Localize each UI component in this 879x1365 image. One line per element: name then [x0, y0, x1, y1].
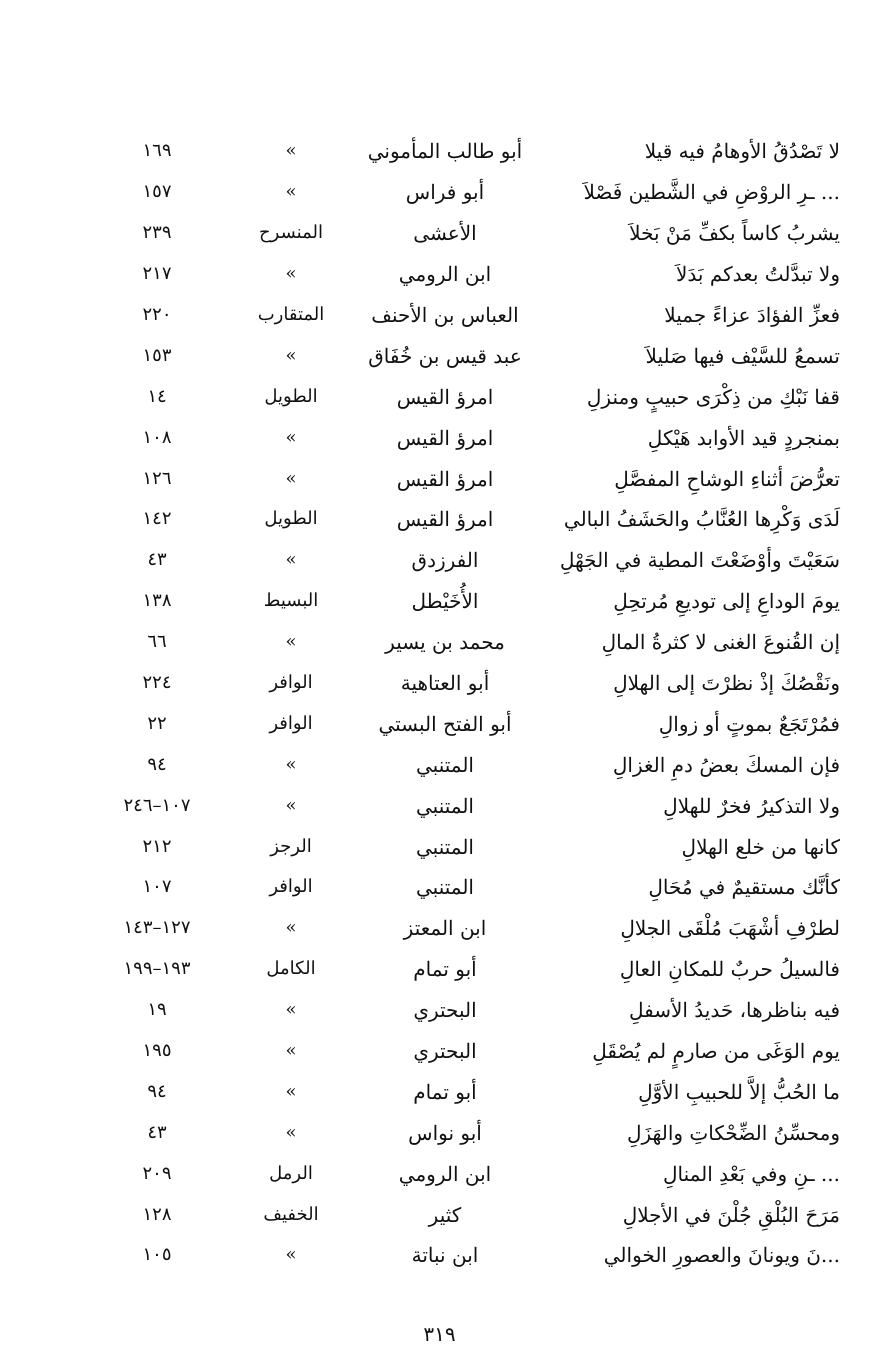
- verse-text: مَرَحَ البُلْقِ جُلْنَ في الأجلالِ: [622, 1202, 840, 1227]
- poet-name: عبد قيس بن خُفَاق: [368, 343, 522, 368]
- page-reference: ٤٣: [147, 1121, 167, 1143]
- page-reference: ٦٦: [147, 631, 167, 653]
- verse-index-row: [40, 867, 840, 908]
- verse-index-row: [40, 376, 840, 417]
- page-reference: ١٢٧–١٤٣: [123, 917, 191, 939]
- poetic-meter: »: [285, 1121, 297, 1143]
- poet-name: المتنبي: [416, 752, 474, 777]
- verse-text: كأنَّك مستقيمٌ في مُحَالِ: [648, 875, 840, 900]
- verse-text: تعرُّضَ أثناءِ الوشاحِ المفصَّلِ: [614, 466, 840, 491]
- poet-name: العباس بن الأحنف: [371, 303, 519, 327]
- poet-name: المتنبي: [416, 834, 474, 859]
- page-reference: ١٠٧: [142, 876, 172, 898]
- verse-index-row: [40, 1071, 840, 1112]
- poetic-meter: »: [285, 794, 297, 816]
- poetic-meter: »: [285, 631, 297, 653]
- poetic-meter: الوافر: [269, 876, 313, 898]
- verse-text: ونَقْصُكَ إذْ نظرْتَ إلى الهلالِ: [613, 671, 840, 696]
- poetic-meter: »: [285, 549, 297, 571]
- poetic-meter: المتقارب: [257, 304, 325, 325]
- verse-index-row: [40, 949, 840, 990]
- verse-text: ... ـنِ وفي بَعْدِ المنالِ: [662, 1161, 840, 1186]
- poet-name: محمد بن يسير: [385, 630, 505, 655]
- verse-text: فعزِّ الفؤادَ عزاءً جميلا: [664, 303, 840, 327]
- poet-name: امرؤ القيس: [396, 425, 494, 450]
- poet-name: البحتري: [413, 1039, 477, 1064]
- poetic-meter: »: [285, 917, 297, 939]
- poetic-meter: الطويل: [264, 508, 318, 530]
- verse-text: كانها من خلع الهلالِ: [681, 834, 840, 859]
- page-reference: ٢٢٠: [142, 304, 172, 325]
- page-reference: ١٩٣–١٩٩: [123, 958, 191, 980]
- verse-index-row: [40, 295, 840, 336]
- verse-text: تسمعُ للسَّيْف فيها صَليلاَ: [645, 343, 840, 368]
- page-reference: ٢٢: [147, 712, 167, 734]
- verse-text: ولا التذكيرُ فخرٌ للهلالِ: [663, 793, 840, 818]
- verse-index-row: [40, 540, 840, 581]
- page-reference: ٤٣: [147, 549, 167, 571]
- poetic-meter: »: [285, 1040, 297, 1062]
- poetic-meter: »: [285, 263, 297, 285]
- page-reference: ١٥٧: [142, 181, 172, 203]
- page-reference: ١٤٢: [142, 508, 172, 530]
- page-reference: ١٠٥: [142, 1244, 172, 1266]
- verse-text: فإن المسكَ بعضُ دمِ الغزالِ: [612, 752, 840, 777]
- verse-index-row: [40, 1153, 840, 1194]
- poetic-meter: الرجز: [270, 835, 312, 857]
- verse-index-row: [40, 581, 840, 622]
- verse-text: ... ـرِ الروْضِ في الشَّطين فَصْلاَ: [583, 180, 840, 205]
- poetic-meter: الرمل: [269, 1162, 313, 1184]
- poet-name: ابن نباتة: [411, 1243, 479, 1268]
- verse-index-row: [40, 663, 840, 704]
- verse-index-row: [40, 172, 840, 213]
- verse-index-table: [40, 131, 840, 1276]
- poetic-meter: الطويل: [264, 385, 318, 407]
- page-reference: ٢٣٩: [142, 222, 172, 244]
- verse-text: يومَ الوداعِ إلى توديعِ مُرتحِلِ: [613, 589, 840, 614]
- page-reference: ١٠٧–٢٤٦: [123, 794, 191, 816]
- poetic-meter: »: [285, 999, 297, 1021]
- verse-text: بمنجردٍ قيد الأوابد هَيْكلِ: [647, 425, 840, 450]
- page-reference: ١٦٩: [142, 140, 172, 162]
- poet-name: ابن الرومي: [398, 262, 492, 287]
- poetic-meter: البسيط: [263, 590, 319, 612]
- poet-name: ابن الرومي: [398, 1161, 492, 1186]
- poetic-meter: الخفيف: [263, 1203, 319, 1225]
- verse-index-row: [40, 335, 840, 376]
- verse-index-row: [40, 254, 840, 295]
- poet-name: البحتري: [413, 998, 477, 1023]
- page-reference: ٩٤: [147, 1080, 167, 1102]
- page-reference: ١٤: [147, 385, 167, 407]
- poetic-meter: »: [285, 181, 297, 203]
- verse-text: ...نَ ويونانَ والعصورِ الخوالي: [603, 1243, 840, 1268]
- page-reference: ١٩٥: [142, 1040, 172, 1062]
- verse-index-row: [40, 908, 840, 949]
- poet-name: أبو طالب المأموني: [367, 139, 523, 164]
- poetic-meter: »: [285, 467, 297, 489]
- verse-text: يشربُ كاساً بكفِّ مَنْ بَخلاَ: [629, 221, 840, 246]
- verse-text: يوم الوَغَى من صارمٍ لم يُصْقَلِ: [592, 1039, 840, 1064]
- poetic-meter: »: [285, 140, 297, 162]
- page-reference: ١٩: [147, 999, 167, 1021]
- verse-text: ومحسِّنُ الضِّحْكاتِ والهَزَلِ: [626, 1120, 840, 1145]
- verse-index-row: [40, 744, 840, 785]
- page-reference: ١٥٣: [142, 344, 172, 366]
- verse-index-row: [40, 417, 840, 458]
- poetic-meter: الوافر: [269, 712, 313, 734]
- page-reference: ١٠٨: [142, 426, 172, 448]
- verse-text: لا تَصْدُقُ الأوهامُ فيه قيلا: [644, 139, 840, 164]
- poetic-meter: »: [285, 1080, 297, 1102]
- verse-index-row: [40, 1235, 840, 1276]
- verse-index-row: [40, 785, 840, 826]
- page-number: ٣١٩: [423, 1322, 456, 1346]
- verse-index-row: [40, 213, 840, 254]
- poet-name: امرؤ القيس: [396, 384, 494, 409]
- poet-name: الفرزدق: [411, 548, 479, 573]
- verse-text: قفا نَبْكِ من ذِكْرَى حبيبٍ ومنزلِ: [586, 384, 840, 409]
- poetic-meter: »: [285, 344, 297, 366]
- verse-text: سَعَيْتَ وأوْضَعْتَ المطية في الجَهْلِ: [559, 548, 840, 573]
- verse-index-row: [40, 703, 840, 744]
- poet-name: الأُخَيْطل: [411, 589, 479, 614]
- poet-name: أبو فراس: [405, 180, 485, 205]
- poetic-meter: الوافر: [269, 672, 313, 694]
- verse-index-row: [40, 826, 840, 867]
- poet-name: أبو تمام: [413, 1079, 477, 1104]
- poet-name: أبو تمام: [413, 957, 477, 982]
- verse-text: لطرْفِ أشْهَبَ مُلْقَى الجلالِ: [620, 916, 840, 941]
- verse-text: ما الحُبُّ إلاَّ للحبيبِ الأوَّلِ: [638, 1079, 840, 1104]
- page-reference: ٩٤: [147, 753, 167, 775]
- verse-text: لَدَى وَكْرِها العُنَّابُ والحَشَفُ البالي: [563, 507, 840, 532]
- poetic-meter: الكامل: [266, 958, 316, 980]
- poet-name: المتنبي: [416, 875, 474, 900]
- page-reference: ٢٢٤: [142, 672, 172, 694]
- poet-name: أبو الفتح البستي: [378, 711, 512, 736]
- poet-name: الأعشى: [413, 221, 477, 246]
- verse-text: ولا تبدَّلتُ بعدكم بَدَلاَ: [676, 262, 840, 287]
- page-reference: ٢٠٩: [142, 1162, 172, 1184]
- verse-index-row: [40, 1031, 840, 1072]
- poet-name: أبو نواس: [408, 1120, 482, 1145]
- poetic-meter: »: [285, 1244, 297, 1266]
- poet-name: المتنبي: [416, 793, 474, 818]
- poet-name: ابن المعتز: [403, 916, 487, 941]
- verse-text: فيه بناظرها، حَديدُ الأسفلِ: [628, 998, 840, 1023]
- verse-index-row: [40, 458, 840, 499]
- verse-text: فمُرْتَجَعٌ بموتٍ أو زوالِ: [658, 711, 840, 736]
- verse-index-row: [40, 622, 840, 663]
- verse-index-row: [40, 131, 840, 172]
- verse-index-row: [40, 499, 840, 540]
- page-reference: ٢١٧: [142, 263, 172, 285]
- verse-index-row: [40, 990, 840, 1031]
- poet-name: امرؤ القيس: [396, 507, 494, 532]
- poetic-meter: المنسرح: [259, 222, 323, 244]
- poetic-meter: »: [285, 753, 297, 775]
- poet-name: كثير: [428, 1202, 462, 1227]
- verse-text: إن القُنوعَ الغنى لا كثرةُ المالِ: [601, 630, 840, 655]
- verse-index-row: [40, 1194, 840, 1235]
- verse-index-row: [40, 1112, 840, 1153]
- page-reference: ١٢٨: [142, 1203, 172, 1225]
- page-reference: ١٢٦: [142, 467, 172, 489]
- verse-text: فالسيلُ حربٌ للمكانِ العالِ: [619, 957, 840, 982]
- page-reference: ١٣٨: [142, 590, 172, 612]
- page-reference: ٢١٢: [142, 835, 172, 857]
- poet-name: أبو العتاهية: [400, 671, 490, 696]
- poetic-meter: »: [285, 426, 297, 448]
- poet-name: امرؤ القيس: [396, 466, 494, 491]
